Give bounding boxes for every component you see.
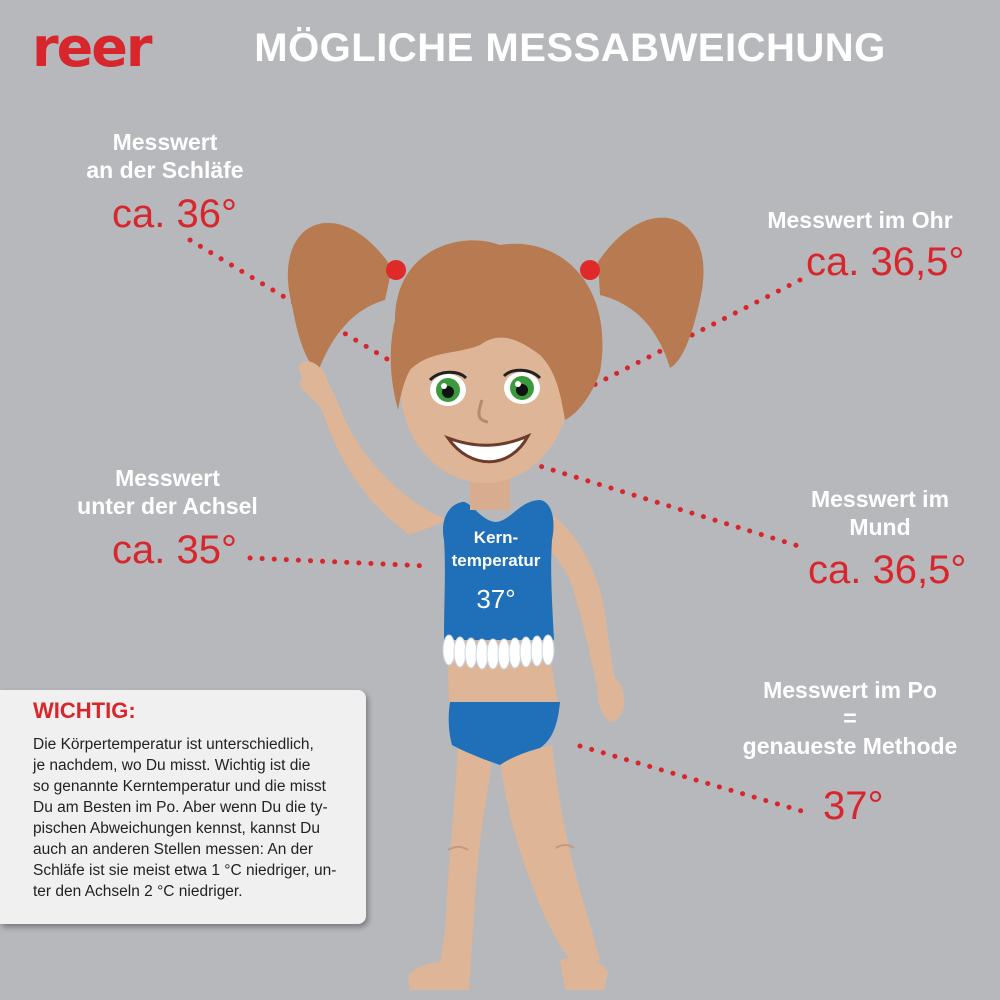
left-foot bbox=[408, 962, 470, 990]
temple-label: Messwert an der Schläfe bbox=[86, 129, 244, 183]
rectal-label: Messwert im Po = genaueste Methode bbox=[742, 677, 958, 759]
ear-label: Messwert im Ohr bbox=[767, 207, 953, 233]
right-foot bbox=[560, 958, 608, 990]
armpit-value: ca. 35° bbox=[112, 528, 237, 572]
note-title: WICHTIG: bbox=[33, 698, 136, 723]
logo-text: reer bbox=[32, 18, 151, 78]
right-leg bbox=[500, 745, 600, 965]
right-pigtail bbox=[598, 218, 703, 368]
armpit-label: Messwert unter der Achsel bbox=[77, 465, 258, 519]
left-hair-tie bbox=[386, 260, 406, 280]
mouth-label: Messwert im Mund bbox=[810, 486, 950, 540]
right-hand bbox=[598, 677, 625, 722]
core-temperature-label: Kern- temperatur bbox=[451, 528, 541, 570]
temple-value: ca. 36° bbox=[112, 192, 237, 236]
rectal-value: 37° bbox=[823, 784, 884, 828]
right-hair-tie bbox=[580, 260, 600, 280]
important-note-box bbox=[0, 690, 366, 924]
connector-armpit bbox=[250, 558, 428, 566]
mouth-value: ca. 36,5° bbox=[808, 548, 967, 592]
left-pigtail bbox=[288, 223, 392, 372]
core-temperature-value: 37° bbox=[476, 584, 516, 614]
page-title: MÖGLICHE MESSABWEICHUNG bbox=[254, 26, 886, 70]
ear-value: ca. 36,5° bbox=[806, 240, 965, 284]
left-leg bbox=[440, 740, 492, 978]
note-text: Die Körpertemperatur ist unterschiedlich, je nachdem, wo Du misst. Wichtig ist die so genannte Kerntemperatur und die misst Du am Besten im Po. Aber wenn Du die ty- pischen Abweichungen kennst, kannst Du auch an anderen Stellen messen: An der Schläfe ist sie meist etwa 1 °C niedriger, un- ter den Achseln 2 °C niedriger. bbox=[33, 736, 337, 900]
